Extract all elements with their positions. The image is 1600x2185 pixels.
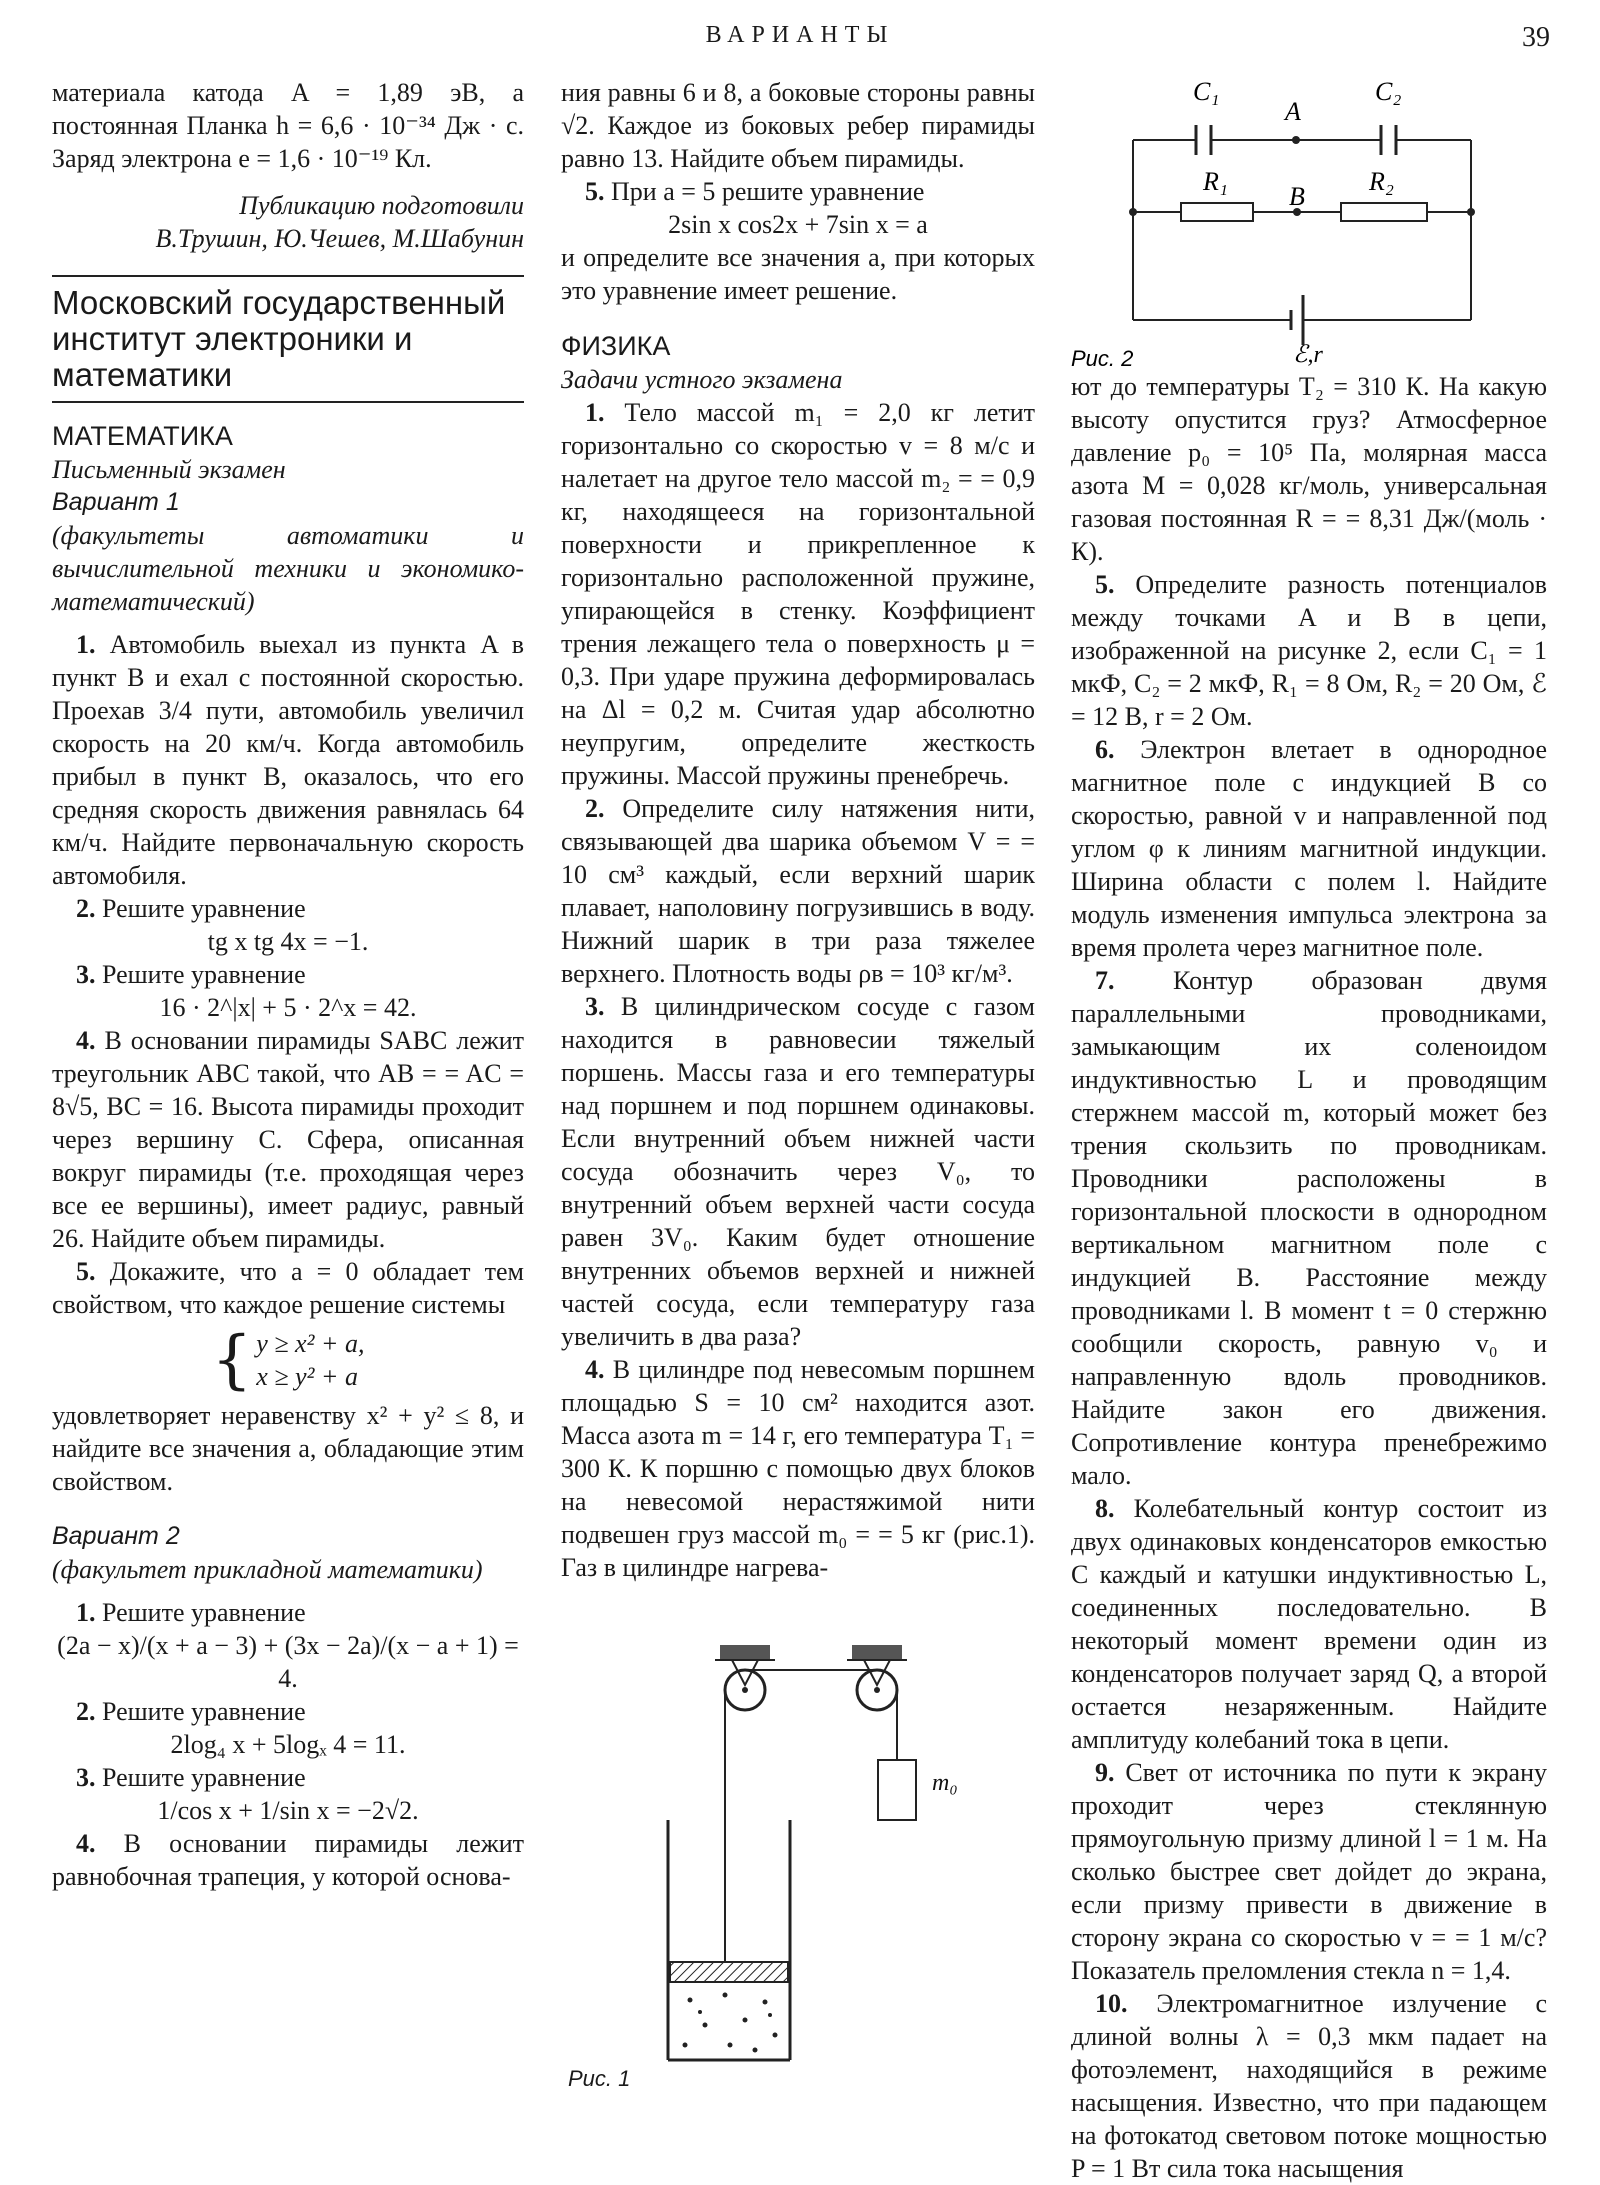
problem-3: 3. Решите уравнение — [76, 1763, 306, 1792]
physics-subheading: Задачи устного экзамена — [561, 365, 843, 394]
physics-problem-8: 8. Колебательный контур состоит из двух одинаковых конденсаторов емкостью C каждый и катушки индуктивностью L, соединенных последовательно. В некоторый момент времени один из конденсаторов получает заряд Q, а второй остается незаряженным. Найдите амплитуду колебаний тока в цепи. — [1071, 1494, 1547, 1754]
column-3 — [1071, 70, 1547, 2185]
problem-2: 2. Решите уравнение — [76, 894, 306, 923]
mass-label: m₀ — [932, 1770, 958, 1796]
continued-paragraph: ют до температуры T₂ = 310 К. На какую высоту опустится груз? Атмосферное давление p₀ = 10⁵ Па, молярная масса азота M = 0,028 кг/моль, универсальная газовая постоянная R = = 8,31 Дж/(моль · К). — [1071, 372, 1547, 566]
institute-title: Московский государственный институт электроники и математики — [52, 284, 506, 393]
page-number: 39 — [1522, 22, 1550, 53]
resistor-r2 — [1341, 203, 1427, 221]
mass-block — [878, 1760, 916, 1820]
formula: 1/cos x + 1/sin x = −2√2. — [157, 1796, 419, 1825]
physics-problem-10: 10. Электромагнитное излучение с длиной волны λ = 0,3 мкм падает на фотоэлемент, находящийся в режиме насыщения. Известно, что при падающем на фотокатод световом потоке мощностью P = 1 Вт сила тока насыщения — [1071, 1989, 1548, 2183]
physics-problem-9: 9. Свет от источника по пути к экрану проходит через стеклянную прямоугольную призму длиной l = 1 м. На сколько быстрее свет дойдет до экрана, если призму привести в движение в сторону экрана со скоростью v = = 1 м/с? Показатель преломления стекла n = 1,4. — [1071, 1758, 1547, 1985]
variant-1-faculty: (факультеты автоматики и вычислительной техники и экономико-математический) — [52, 521, 524, 616]
resistor-r1 — [1181, 203, 1253, 221]
figure-1-caption: Рис. 1 — [568, 2066, 631, 2091]
figure-1-diagram — [560, 1640, 1040, 2080]
r2-label: R₂ — [1369, 167, 1394, 196]
b-label: B — [1289, 182, 1305, 211]
math-subheading: Письменный экзамен — [52, 455, 286, 484]
problem-4: 4. В основании пирамиды SABC лежит треугольник ABC такой, что AB = = AC = 8√5, BC = 16. Высота пирамиды проходит через вершину C. Сфера, описанная вокруг пирамиды (т.е. проходящая через все ее вершины), имеет радиус, равный 26. Найдите объем пирамиды. — [52, 1026, 524, 1253]
piston — [670, 1962, 788, 1982]
divider — [52, 275, 524, 277]
credit-line-2: В.Трушин, Ю.Чешев, М.Шабунин — [155, 224, 524, 253]
physics-problem-4: 4. В цилиндре под невесомым поршнем площадью S = 10 см² находится азот. Масса азота m = 14 г, его температура T₁ = 300 К. К поршню с помощью двух блоков на невесомой нерастяжимой нити подвешен груз массой m₀ = = 5 кг (рис.1). Газ в цилиндре нагрева- — [561, 1355, 1035, 1582]
math-heading: МАТЕМАТИКА — [52, 421, 233, 451]
formula: 16 · 2^|x| + 5 · 2^x = 42. — [159, 993, 417, 1022]
physics-heading: ФИЗИКА — [561, 331, 671, 361]
brace-icon: { — [211, 1323, 253, 1397]
problem-5-tail: и определите все значения a, при которых это уравнение имеет решение. — [561, 243, 1035, 305]
divider — [52, 401, 524, 403]
column-2 — [561, 76, 1035, 1584]
formula: 2sin x cos2x + 7sin x = a — [668, 210, 928, 239]
running-title: ВАРИАНТЫ — [705, 22, 895, 48]
problem-3: 3. Решите уравнение — [76, 960, 306, 989]
physics-problem-1: 1. Тело массой m₁ = 2,0 кг летит горизонтально со скоростью v = 8 м/с и налетает на другое тело массой m₂ = = 0,9 кг, находящееся на горизонтальной поверхности и прикрепленное к горизонтально расположенной пружине, упирающейся в стенку. Коэффициент трения лежащего тела о поверхность μ = 0,3. При ударе пружина деформировалась на Δl = 0,2 м. Считая удар абсолютно неупругим, определите жесткость пружины. Массой пружины пренебречь. — [561, 398, 1036, 790]
column-1 — [52, 76, 524, 1893]
problem-2: 2. Решите уравнение — [76, 1697, 306, 1726]
physics-problem-3: 3. В цилиндрическом сосуде с газом находится в равновесии тяжелый поршень. Массы газа и его температуры над поршнем и под поршнем одинаковы. Если внутренний объем нижней части сосуда обозначить через V₀, то внутренний объем верхней части сосуда равен 3V₀. Каким будет отношение внутренних объемов верхней и нижней частей сосуда, если температуру газа увеличить в два раза? — [561, 992, 1036, 1351]
physics-problem-2: 2. Определите силу натяжения нити, связывающей два шарика объемом V = = 10 см³ каждый, если верхний шарик плавает, наполовину погрузившись в воду. Нижний шарик в три раза тяжелее верхнего. Плотность воды ρв = 10³ кг/м³. — [561, 794, 1035, 988]
problem-1: 1. Решите уравнение — [76, 1598, 306, 1627]
problem-5: 5. Докажите, что a = 0 обладает тем свойством, что каждое решение системы — [52, 1257, 525, 1319]
problem-4: 4. В основании пирамиды лежит равнобочная трапеция, у которой основа- — [52, 1829, 524, 1891]
emf-label: ℰ,r — [1293, 342, 1323, 368]
formula: (2a − x)/(x + a − 3) + (3x − 2a)/(x − a + 1) = 4. — [57, 1631, 519, 1693]
r1-label: R₁ — [1203, 167, 1228, 196]
ceiling-mount — [852, 1645, 902, 1659]
variant-2-faculty: (факультет прикладной математики) — [52, 1555, 483, 1584]
problem-5: 5. При a = 5 решите уравнение — [585, 177, 925, 206]
physics-problem-5: 5. Определите разность потенциалов между точками A и B в цепи, изображенной на рисунке 2, если C₁ = 1 мкФ, C₂ = 2 мкФ, R₁ = 8 Ом, R₂ = 20 Ом, ℰ = 12 В, r = 2 Ом. — [1071, 570, 1547, 731]
physics-problem-6: 6. Электрон влетает в однородное магнитное поле с индукцией B со скоростью, равной v и направленной под углом φ к линиям магнитной индукции. Ширина области с полем l. Найдите модуль изменения импульса электрона за время пролета через магнитное поле. — [1071, 735, 1547, 962]
c2-label: C₂ — [1375, 77, 1402, 106]
physics-problem-7: 7. Контур образован двумя параллельными проводниками, замыкающим их соленоидом индуктивностью L и проводящим стержнем массой m, который может без трения скользить по проводникам. Проводники расположены в горизонтальной плоскости в однородном вертикальном магнитном поле с индукцией B. Расстояние между проводниками l. В момент t = 0 стержню сообщили скорость, равную v₀ и направленную вдоль проводников. Найдите закон его движения. Сопротивление контура пренебрежимо мало. — [1071, 966, 1547, 1490]
node-a — [1292, 136, 1300, 144]
ceiling-mount — [720, 1645, 770, 1659]
figure-2-circuit — [1071, 70, 1547, 370]
continued-paragraph: ния равны 6 и 8, а боковые стороны равны √2. Каждое из боковых ребер пирамиды равно 13. Найдите объем пирамиды. — [561, 78, 1035, 173]
variant-1-heading: Вариант 1 — [52, 488, 180, 516]
figure-2-caption: Рис. 2 — [1071, 346, 1134, 370]
a-label: A — [1285, 97, 1301, 126]
problem-1: 1. Автомобиль выехал из пункта A в пункт B и ехал с постоянной скоростью. Проехав 3/4 пути, автомобиль увеличил скорость на 20 км/ч. Когда автомобиль прибыл в пункт B, оказалось, что его средняя скорость движения равнялась 64 км/ч. Найдите первоначальную скорость автомобиля. — [52, 630, 524, 890]
problem-5-tail: удовлетворяет неравенству x² + y² ≤ 8, и найдите все значения a, обладающие этим свойством. — [52, 1401, 524, 1496]
variant-2-heading: Вариант 2 — [52, 1522, 180, 1550]
continued-paragraph: материала катода A = 1,89 эВ, а постоянная Планка h = 6,6 · 10⁻³⁴ Дж · с. Заряд электрона e = 1,6 · 10⁻¹⁹ Кл. — [52, 78, 524, 173]
equation-system — [52, 1323, 524, 1397]
system-line: y ≥ x² + a, — [256, 1329, 365, 1358]
formula: tg x tg 4x = −1. — [207, 927, 369, 956]
gas-particles — [683, 1993, 778, 2053]
system-line: x ≥ y² + a — [256, 1362, 358, 1391]
formula: 2log₄ x + 5logₓ 4 = 11. — [170, 1730, 406, 1759]
c1-label: C₁ — [1193, 77, 1220, 106]
credit-line-1: Публикацию подготовили — [239, 191, 524, 220]
